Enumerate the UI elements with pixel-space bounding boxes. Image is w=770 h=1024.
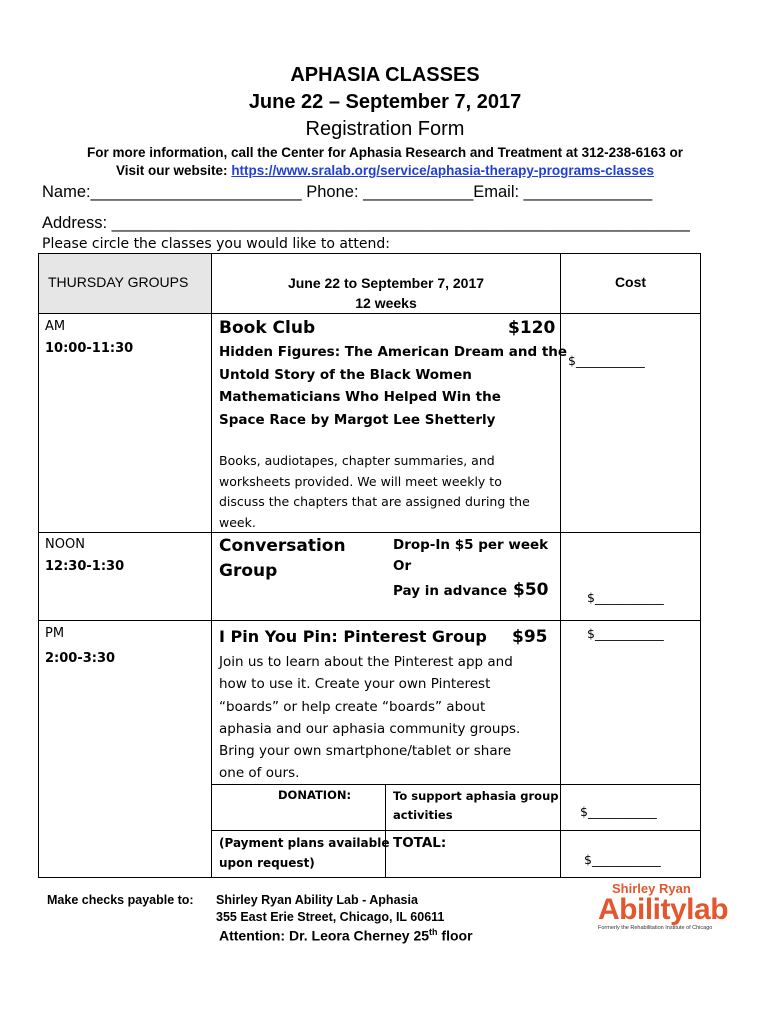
donation-label: DONATION:: [278, 788, 352, 802]
logo-sub-text: Formerly the Rehabilitation Institute of Chicago: [598, 925, 713, 931]
am-label: AM: [45, 319, 66, 334]
pm-desc-line: “boards” or help create “boards” about: [219, 698, 486, 715]
noon-label: NOON: [45, 537, 85, 552]
payee-address: 355 East Erie Street, Chicago, IL 60611: [216, 910, 445, 924]
noon-or: Or: [393, 558, 412, 574]
am-class-title: Book Club: [219, 318, 316, 338]
page-title: APHASIA CLASSES: [290, 64, 480, 86]
logo-main-text: Abilitylab: [598, 893, 729, 926]
name-phone-email-line[interactable]: Name:_______________________ Phone: ____________Email: ______________: [42, 183, 653, 201]
pm-desc-line: Join us to learn about the Pinterest app and: [219, 654, 513, 670]
pm-time: 2:00-3:30: [45, 651, 116, 666]
website-line: [0, 163, 770, 178]
abilitylab-logo: [598, 881, 728, 931]
website-link[interactable]: https://www.sralab.org/service/aphasia-therapy-programs-classes: [231, 163, 654, 178]
am-cost-cell: [560, 313, 701, 533]
am-desc-line: week.: [219, 514, 256, 530]
payee-name: Shirley Ryan Ability Lab - Aphasia: [216, 893, 418, 907]
pm-desc-line: aphasia and our aphasia community groups.: [219, 720, 521, 737]
pm-description: [219, 651, 520, 785]
noon-price: $50: [513, 580, 549, 600]
date-range: June 22 – September 7, 2017: [248, 91, 522, 113]
donation-text-line: To support aphasia group: [393, 789, 559, 803]
logo-top-text: Shirley Ryan: [612, 881, 691, 896]
pm-desc-line: one of ours.: [219, 765, 300, 782]
col-header-cost: Cost: [614, 274, 647, 290]
noon-pay-advance: Pay in advance: [393, 583, 508, 599]
am-cost-field[interactable]: $___________: [568, 353, 645, 368]
col-header-groups: THURSDAY GROUPS: [48, 274, 189, 290]
am-desc-line: worksheets provided. We will meet weekly to: [219, 473, 502, 489]
am-book-line: Space Race by Margot Lee Shetterly: [219, 411, 496, 428]
total-cost-field[interactable]: $___________: [584, 852, 661, 867]
noon-cost-field[interactable]: $___________: [587, 590, 664, 605]
am-price: $120: [508, 318, 556, 338]
noon-cost-cell: [560, 532, 701, 621]
noon-dropin: Drop-In $5 per week: [393, 537, 549, 553]
am-time: 10:00-11:30: [45, 341, 134, 356]
attention-line: [219, 927, 473, 944]
donation-text: [393, 787, 559, 825]
pm-price: $95: [512, 627, 548, 647]
payment-plans-line: (Payment plans available: [219, 836, 390, 850]
noon-class-title-2: Group: [219, 561, 278, 581]
attention-end: floor: [437, 927, 473, 944]
col-header-dates: June 22 to September 7, 2017: [287, 275, 485, 291]
payment-plans-line: upon request): [219, 855, 315, 870]
instructions: Please circle the classes you would like to attend:: [42, 236, 390, 252]
payment-plans-note: [219, 834, 389, 873]
am-desc-line: Books, audiotapes, chapter summaries, and: [219, 453, 495, 468]
checks-payable-label: Make checks payable to:: [47, 893, 194, 907]
am-description: [219, 451, 530, 533]
total-label: TOTAL:: [393, 835, 447, 851]
col-header-weeks: 12 weeks: [355, 295, 417, 311]
pm-cost-field[interactable]: $___________: [587, 626, 664, 641]
info-line: For more information, call the Center for Aphasia Research and Treatment at 312-238-6163 or: [87, 145, 683, 160]
website-prefix: Visit our website:: [116, 163, 232, 178]
address-line[interactable]: Address: _______________________________________________________________: [42, 214, 690, 232]
form-subtitle: Registration Form: [305, 118, 465, 140]
am-book-title: [219, 341, 567, 431]
am-desc-line: discuss the chapters that are assigned during the: [219, 494, 530, 509]
pm-cost-cell: [560, 620, 701, 785]
pm-desc-line: Bring your own smartphone/tablet or share: [219, 743, 512, 760]
noon-class-title-1: Conversation: [219, 536, 346, 556]
donation-cost-field[interactable]: $___________: [580, 804, 657, 819]
am-book-line: Mathematicians Who Helped Win the: [219, 389, 501, 405]
donation-text-line: activities: [393, 808, 453, 822]
pm-class-title: I Pin You Pin: Pinterest Group: [219, 627, 487, 646]
am-book-line: Hidden Figures: The American Dream and the: [219, 344, 568, 360]
noon-time: 12:30-1:30: [45, 559, 125, 574]
attention-text: Attention: Dr. Leora Cherney 25: [219, 927, 430, 944]
pm-desc-line: how to use it. Create your own Pinterest: [219, 676, 491, 693]
attention-sup: th: [429, 927, 438, 937]
pm-label: PM: [45, 626, 65, 641]
am-book-line: Untold Story of the Black Women: [219, 366, 472, 383]
